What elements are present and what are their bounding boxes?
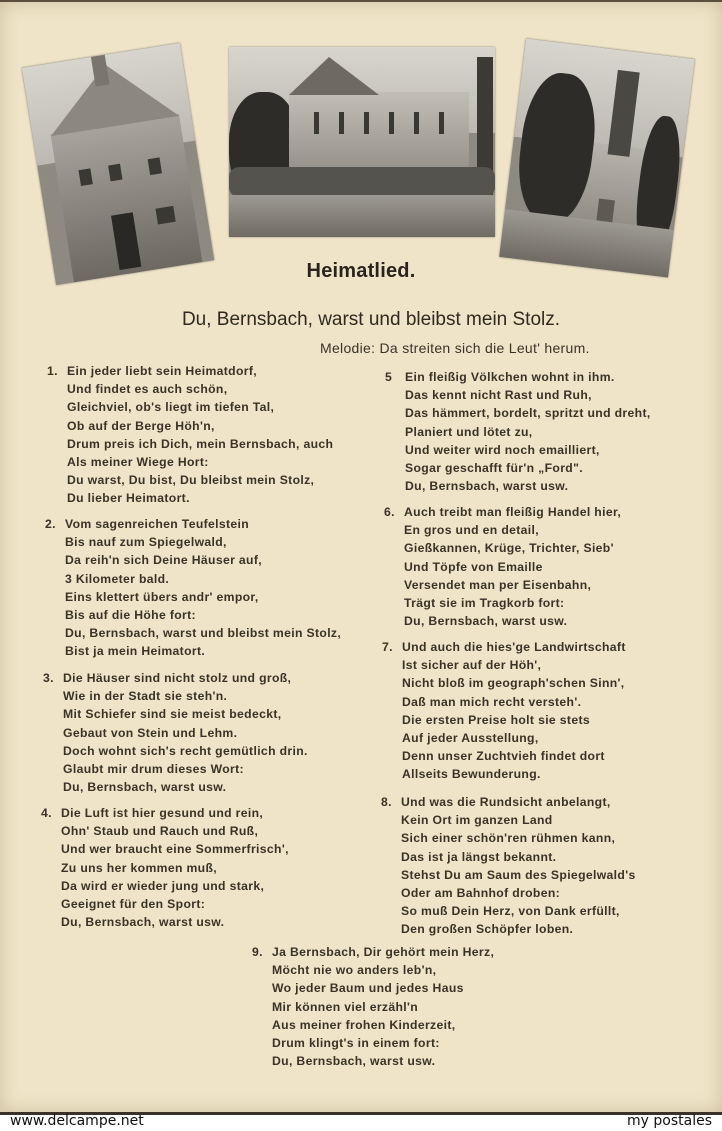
photo-old-house bbox=[22, 43, 214, 285]
verse-line: Und Töpfe von Emaille bbox=[404, 559, 543, 574]
verse-line: Möcht nie wo anders leb'n, bbox=[272, 963, 437, 978]
verse-line: Du, Bernsbach, warst usw. bbox=[61, 915, 225, 930]
verse-8 bbox=[381, 793, 636, 939]
verse-number: 1. bbox=[47, 364, 58, 378]
verse-2 bbox=[45, 515, 342, 661]
song-subtitle: Du, Bernsbach, warst und bleibst mein Stolz. bbox=[181, 309, 561, 330]
verse-line: Wo jeder Baum und jedes Haus bbox=[272, 981, 464, 996]
verse-line: Bis nauf zum Spiegelwald, bbox=[65, 535, 227, 550]
melody-note: Melodie: Da streiten sich die Leut' herum. bbox=[320, 340, 590, 356]
verse-line: Sogar geschafft für'n „Ford". bbox=[405, 461, 583, 476]
verse-number: 8. bbox=[381, 795, 392, 809]
verse-line: Trägt sie im Tragkorb fort: bbox=[404, 596, 565, 611]
verse-line: Und auch die hies'ge Landwirtschaft bbox=[402, 640, 626, 654]
verse-line: Die Luft ist hier gesund und rein, bbox=[61, 806, 264, 820]
verse-number: 2. bbox=[45, 517, 56, 531]
verse-line: Wie in der Stadt sie steh'n. bbox=[63, 689, 228, 704]
verse-line: Und weiter wird noch emailliert, bbox=[405, 442, 600, 457]
verse-line: Vom sagenreichen Teufelstein bbox=[65, 517, 250, 531]
verse-line: Den großen Schöpfer loben. bbox=[401, 922, 574, 937]
verse-line: Ist sicher auf der Höh', bbox=[402, 658, 542, 673]
verse-line: Das hämmert, bordelt, spritzt und dreht, bbox=[405, 406, 651, 421]
verse-line: Zu uns her kommen muß, bbox=[61, 860, 217, 875]
verse-line: Du lieber Heimatort. bbox=[67, 491, 190, 506]
verse-line: Du warst, Du bist, Du bleibst mein Stolz, bbox=[67, 473, 315, 488]
verse-line: Geeignet für den Sport: bbox=[61, 897, 206, 912]
verse-number: 5 bbox=[385, 370, 393, 384]
verse-line: Allseits Bewunderung. bbox=[402, 767, 541, 782]
verse-5 bbox=[385, 368, 651, 495]
verse-7 bbox=[382, 638, 626, 784]
verse-line: Planiert und lötet zu, bbox=[405, 424, 533, 439]
verse-line: Die ersten Preise holt sie stets bbox=[402, 712, 590, 727]
verse-line: Mir können viel erzähl'n bbox=[272, 999, 419, 1014]
verse-1 bbox=[47, 362, 334, 508]
verse-line: Oder am Bahnhof droben: bbox=[401, 886, 561, 901]
verse-line: Bist ja mein Heimatort. bbox=[65, 644, 206, 659]
verse-line: Ja Bernsbach, Dir gehört mein Herz, bbox=[272, 945, 495, 959]
verse-line: Sich einer schön'ren rühmen kann, bbox=[401, 831, 616, 846]
verse-3 bbox=[43, 669, 308, 796]
verse-line: Und wer braucht eine Sommerfrisch', bbox=[61, 842, 289, 857]
verse-line: Drum preis ich Dich, mein Bernsbach, auch bbox=[67, 436, 334, 451]
verse-line: Bis auf die Höhe fort: bbox=[65, 608, 196, 623]
watermark-delcampe: www.delcampe.net bbox=[10, 1113, 144, 1129]
verse-line: Doch wohnt sich's recht gemütlich drin. bbox=[63, 743, 308, 758]
verse-line: Du, Bernsbach, warst usw. bbox=[405, 479, 569, 494]
verse-line: Du, Bernsbach, warst und bleibst mein Stolz, bbox=[65, 626, 342, 641]
verse-number: 6. bbox=[384, 505, 395, 519]
verse-number: 9. bbox=[252, 945, 263, 959]
verse-line: Ob auf der Berge Höh'n, bbox=[67, 418, 215, 433]
verse-line: Auch treibt man fleißig Handel hier, bbox=[404, 505, 622, 519]
verse-line: Glaubt mir drum dieses Wort: bbox=[63, 762, 244, 777]
verse-number: 7. bbox=[382, 640, 393, 654]
verse-line: Eins klettert übers andr' empor, bbox=[65, 589, 259, 604]
verse-line: Ein fleißig Völkchen wohnt in ihm. bbox=[405, 370, 615, 384]
verse-line: Du, Bernsbach, warst usw. bbox=[404, 614, 568, 629]
verse-line: Da wird er wieder jung und stark, bbox=[61, 878, 265, 893]
verse-line: Mit Schiefer sind sie meist bedeckt, bbox=[63, 707, 282, 722]
verse-line: Da reih'n sich Deine Häuser auf, bbox=[65, 553, 262, 568]
verse-line: Ohn' Staub und Rauch und Ruß, bbox=[61, 824, 259, 839]
verse-4 bbox=[41, 804, 289, 931]
verse-line: Drum klingt's in einem fort: bbox=[272, 1036, 440, 1051]
verse-line: So muß Dein Herz, von Dank erfüllt, bbox=[401, 904, 620, 919]
verse-line: Kein Ort im ganzen Land bbox=[401, 813, 553, 828]
verse-number: 3. bbox=[43, 671, 54, 685]
song-title: Heimatlied. bbox=[306, 260, 416, 282]
verse-line: Als meiner Wiege Hort: bbox=[67, 455, 209, 470]
verse-line: Das kennt nicht Rast und Ruh, bbox=[405, 388, 592, 403]
verse-line: Denn unser Zuchtvieh findet dort bbox=[402, 749, 605, 764]
verse-line: Die Häuser sind nicht stolz und groß, bbox=[63, 671, 292, 685]
verse-line: Du, Bernsbach, warst usw. bbox=[272, 1054, 436, 1069]
verse-line: Aus meiner frohen Kinderzeit, bbox=[272, 1017, 456, 1032]
verse-line: Gebaut von Stein und Lehm. bbox=[63, 725, 238, 740]
verse-line: 3 Kilometer bald. bbox=[65, 571, 170, 586]
verse-9 bbox=[252, 943, 495, 1070]
verse-line: Gießkannen, Krüge, Trichter, Sieb' bbox=[404, 541, 614, 556]
verse-line: Stehst Du am Saum des Spiegelwald's bbox=[401, 867, 636, 882]
photo-church bbox=[499, 38, 695, 277]
verse-number: 4. bbox=[41, 806, 52, 820]
verse-line: Und findet es auch schön, bbox=[67, 382, 228, 397]
watermark-mypostales: my postales bbox=[627, 1113, 712, 1129]
verse-line: Nicht bloß im geograph'schen Sinn', bbox=[402, 676, 625, 691]
verse-line: Versendet man per Eisenbahn, bbox=[404, 577, 592, 592]
verse-line: Und was die Rundsicht anbelangt, bbox=[401, 795, 611, 809]
verse-line: Du, Bernsbach, warst usw. bbox=[63, 780, 227, 795]
verse-line: Das ist ja längst bekannt. bbox=[401, 849, 557, 864]
verse-line: Ein jeder liebt sein Heimatdorf, bbox=[67, 364, 257, 378]
verse-6 bbox=[384, 503, 622, 630]
verse-line: Gleichviel, ob's liegt im tiefen Tal, bbox=[67, 400, 275, 415]
photo-large-building bbox=[229, 47, 495, 237]
verse-line: Auf jeder Ausstellung, bbox=[402, 731, 539, 746]
verse-line: En gros und en detail, bbox=[404, 523, 540, 538]
verse-line: Daß man mich recht versteh'. bbox=[402, 694, 582, 709]
